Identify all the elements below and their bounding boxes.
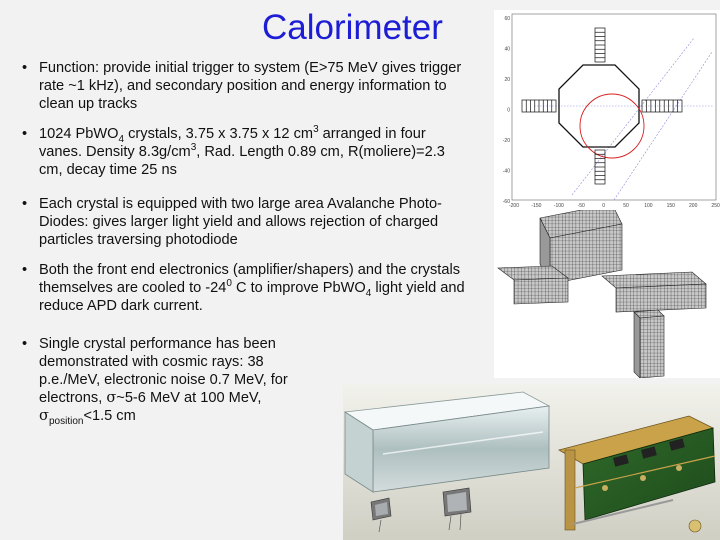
bullet-item: [22, 261, 472, 315]
bullet-text: light yield and reduce APD dark current.: [39, 280, 465, 314]
x-tick-label: -200: [508, 203, 520, 209]
bullet-text: Both the front end electronics (amplifier/shapers) and the crystals themselves are cooled to -24: [39, 262, 460, 296]
x-tick-label: 250: [711, 203, 720, 209]
x-tick-label: -100: [553, 203, 564, 209]
y-tick-label: -60: [502, 199, 510, 205]
bullet-item: [22, 195, 487, 249]
bullet-photodiodes: [22, 195, 487, 249]
bullet-item: [22, 125, 467, 179]
bullet-text: <1.5 cm: [83, 408, 136, 424]
bullet-text: ~5-6 MeV at 100 MeV,: [116, 390, 262, 406]
bullet-text: , Rad. Length 0.89 cm, R(moliere)=2.3 cm, decay time 25 ns: [39, 144, 445, 178]
x-tick-label: 100: [644, 203, 653, 209]
y-tick-label: 20: [504, 77, 510, 83]
x-tick-label: 200: [689, 203, 698, 209]
y-tick-label: 60: [504, 16, 510, 22]
bullet-text: arranged in four vanes. Density 8.3g/cm: [39, 126, 426, 160]
bullet-crystals: [22, 125, 467, 179]
x-tick-label: 150: [666, 203, 675, 209]
bullet-text: Each crystal is equipped with two large area Avalanche Photo-Diodes: gives larger light yield and allows rejection of charged particles traversing photodiode: [39, 196, 442, 248]
x-tick-label: 0: [602, 203, 605, 209]
bullet-text: 4: [118, 133, 125, 145]
vane-rendering: [494, 210, 720, 378]
x-tick-label: 50: [623, 203, 629, 209]
bullet-text: C to improve PbWO: [231, 280, 366, 296]
bullet-text: 3: [190, 142, 197, 154]
bullet-text: 0: [226, 278, 232, 290]
bullet-item: [22, 335, 297, 425]
x-tick-label: -50: [577, 203, 585, 209]
bullet-text: σ: [106, 389, 117, 406]
bullet-text: 3: [313, 124, 319, 136]
bullet-text: 4: [365, 287, 372, 299]
y-tick-label: -40: [502, 168, 510, 175]
bullet-text: position: [48, 415, 84, 427]
bullet-cooling: [22, 261, 472, 315]
y-tick-label: -20: [502, 138, 510, 144]
bullet-text: σ: [39, 407, 49, 424]
bullet-text: crystals, 3.75 x 3.75 x 12 cm: [124, 126, 314, 142]
bullet-text: Function: provide initial trigger to system (E>75 MeV gives trigger rate ~1 kHz), and secondary position and energy information to clean up tracks: [39, 60, 462, 112]
y-tick-label: 0: [507, 107, 510, 114]
crystal-photograph: [343, 384, 720, 540]
x-tick-label: -150: [531, 203, 542, 209]
bullet-text: 1024 PbWO: [39, 126, 119, 142]
bullet-function: [22, 59, 462, 113]
bullet-performance: [22, 335, 297, 425]
slide-title: Calorimeter: [262, 8, 443, 47]
bullet-item: [22, 59, 462, 113]
calorimeter-event-display: [494, 10, 720, 218]
y-tick-label: 40: [504, 46, 510, 53]
bullet-text: Single crystal performance has been demonstrated with cosmic rays: 38 p.e./MeV, electronic noise 0.7 MeV, for electrons,: [39, 336, 288, 406]
